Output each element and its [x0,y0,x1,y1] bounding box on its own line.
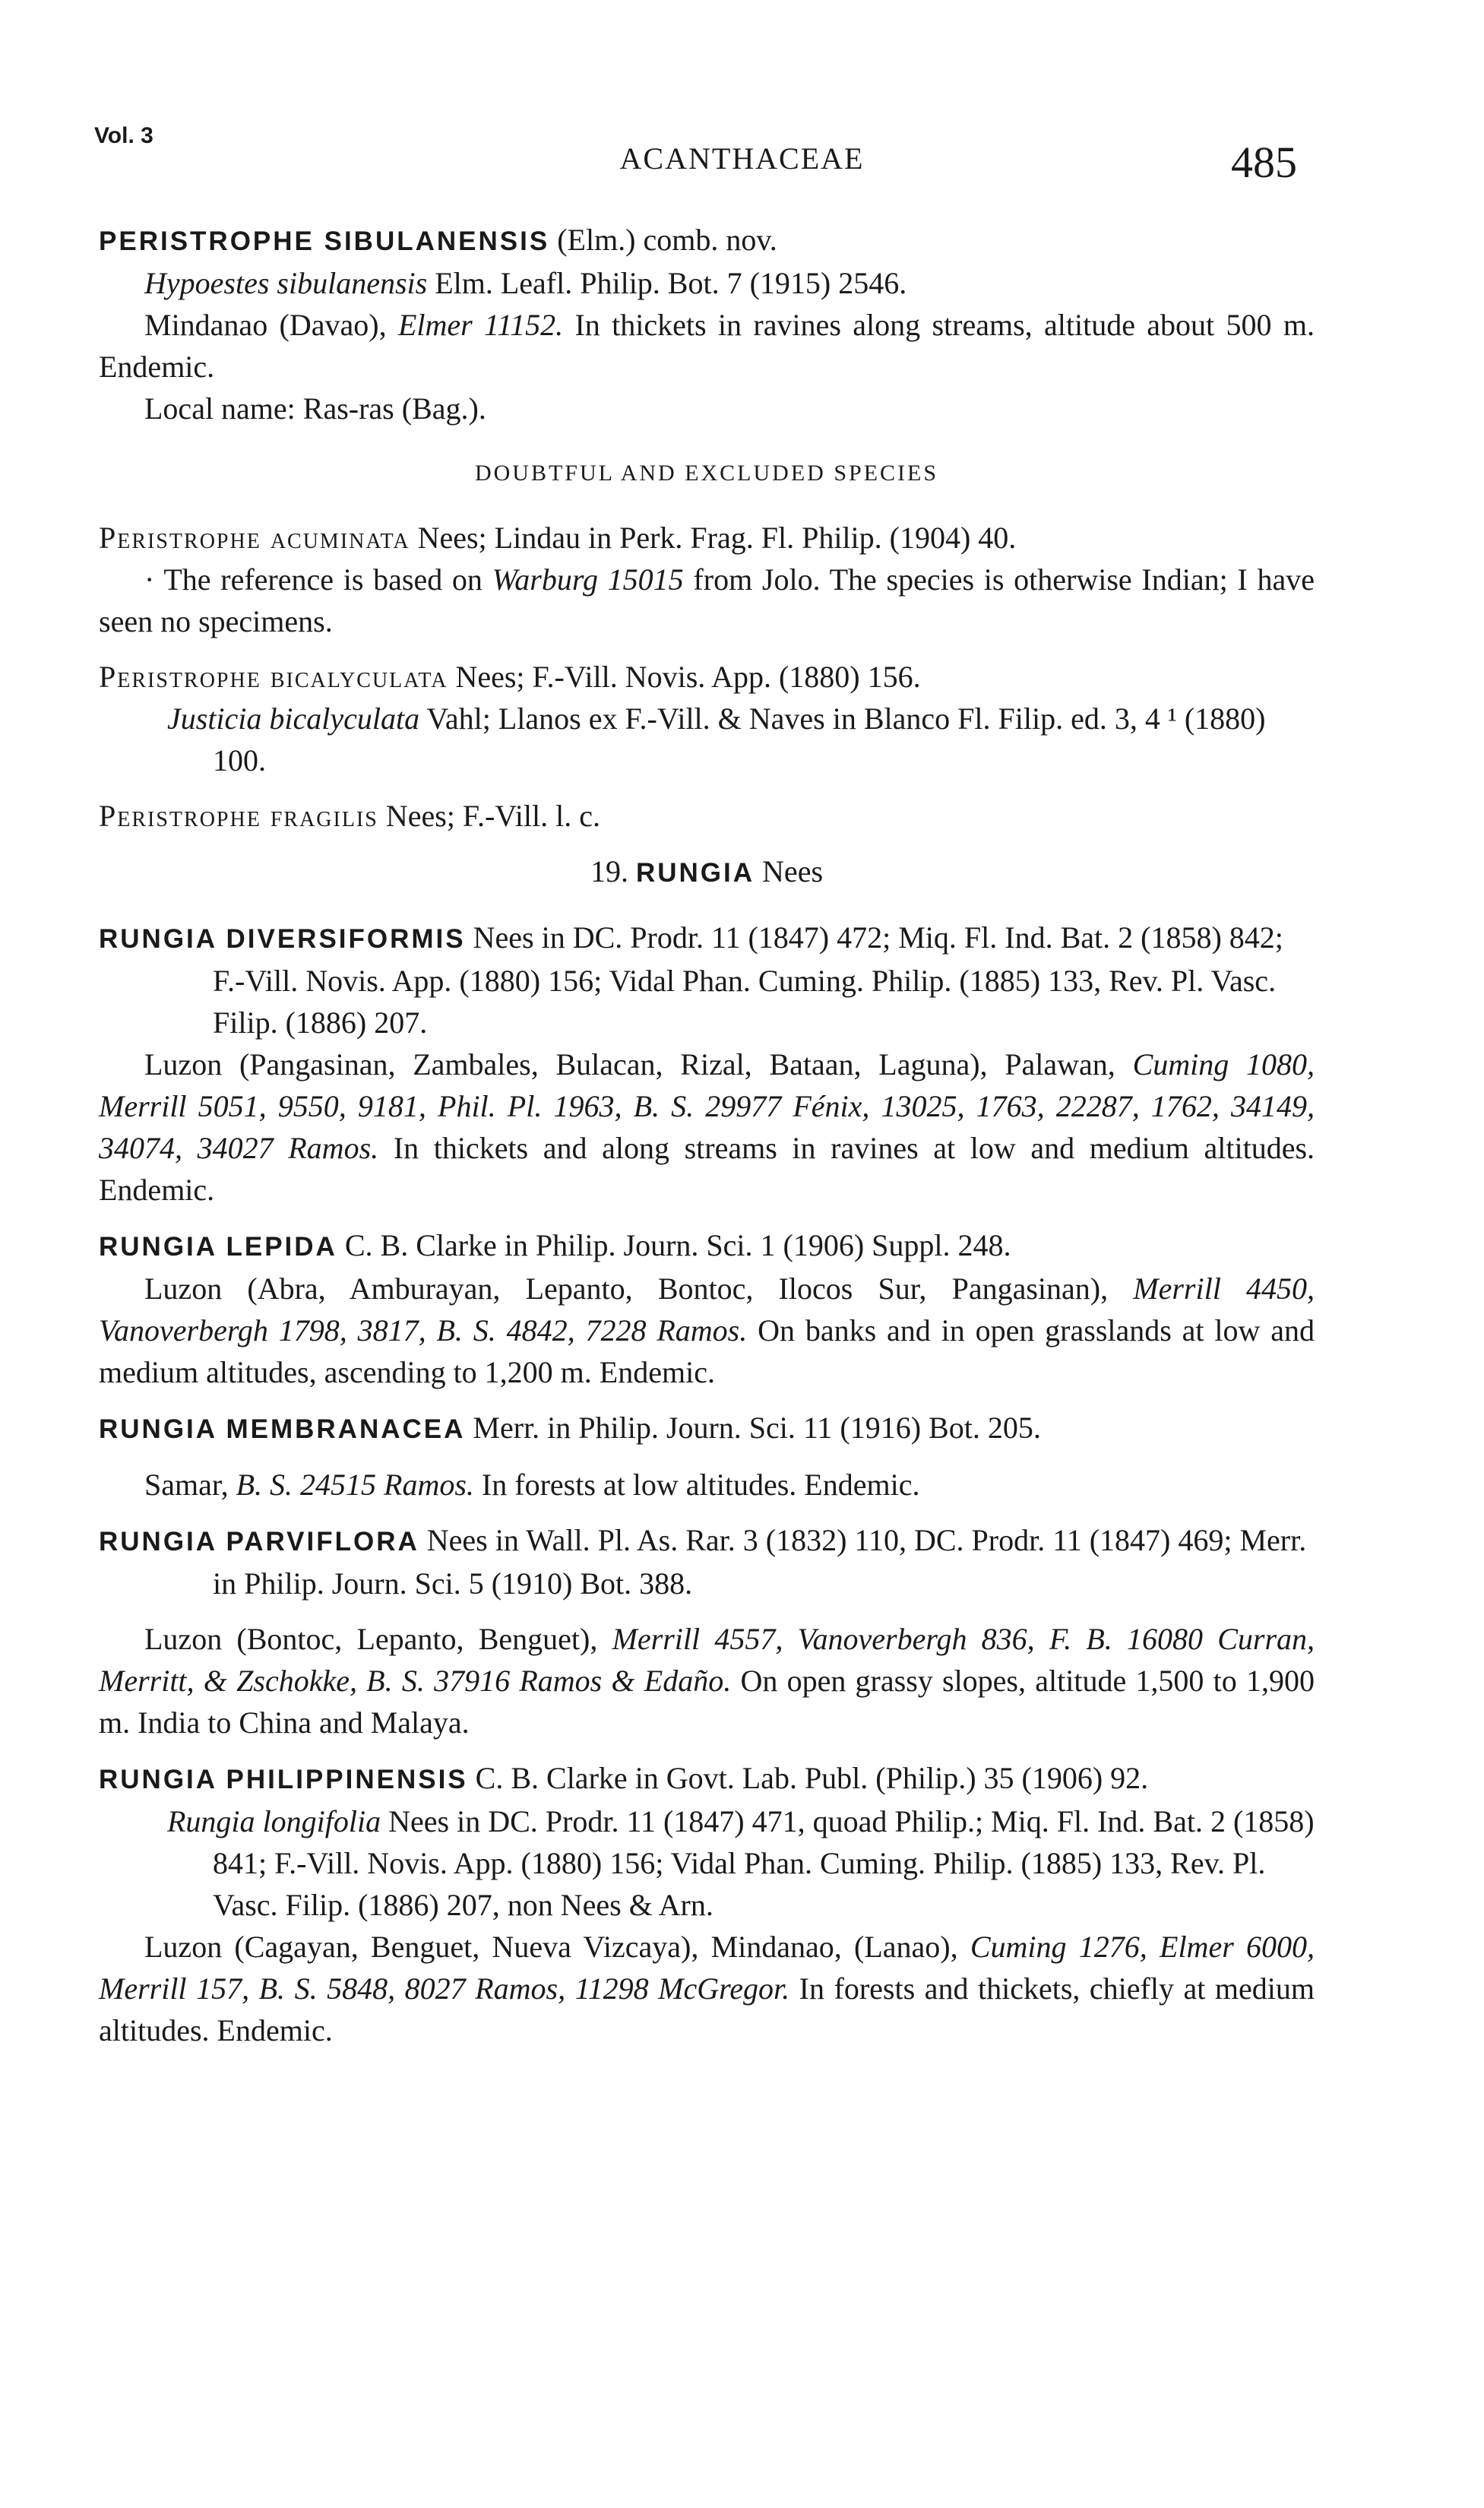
synonym-citation: Nees in DC. Prodr. 11 (1847) 471, quoad Philip.; Miq. Fl. Ind. Bat. 2 (1858) 841; F.-Vill. Novis. App. (1880) 156; Vidal Phan. Cuming. Philip. (1885) 133, Rev. Pl. Vasc. Filip. (1886) 207, non Nees & Arn. [213,1804,1315,1922]
distribution-text: Mindanao (Davao), [144,308,387,342]
habitat-text: In forests and thickets, chiefly at medium altitudes. Endemic. [99,1971,1315,2047]
habitat-text: In thickets and along streams in ravines at low and medium altitudes. Endemic. [99,1131,1315,1207]
taxon-name: Peristrophe bicalyculata [99,660,448,694]
specimen-list: Cuming 1080, Merrill 5051, 9550, 9181, Phil. Pl. 1963, B. S. 29977 Fénix, 13025, 1763, 22287, 1762, 34149, 34074, 34027 Ramos. [99,1047,1315,1165]
taxon-name: RUNGIA LEPIDA [99,1232,337,1262]
distribution-text: Luzon (Cagayan, Benguet, Nueva Vizcaya), Mindanao, (Lanao), [144,1930,958,1964]
habitat-text: In thickets in ravines along streams, altitude about 500 m. Endemic. [99,308,1315,384]
genus-name: RUNGIA [635,858,755,888]
specimen-list: Elmer 11152. [397,308,564,342]
doubtful-species-heading: DOUBTFUL AND EXCLUDED SPECIES [474,461,939,486]
taxon-citation: Nees in Wall. Pl. As. Rar. 3 (1832) 110, DC. Prodr. 11 (1847) 469; Merr. in Philip. Journ. Sci. 5 (1910) Bot. 388. [213,1523,1307,1601]
taxon-name: RUNGIA PHILIPPINENSIS [99,1765,468,1794]
taxon-name: RUNGIA DIVERSIFORMIS [99,924,466,954]
entry-rungia-diversiformis [99,917,1315,1211]
synonym-name: Rungia longifolia [167,1804,381,1838]
taxon-citation: Nees in DC. Prodr. 11 (1847) 472; Miq. Fl. Ind. Bat. 2 (1858) 842; F.-Vill. Novis. App. (1880) 156; Vidal Phan. Cuming. Philip. (1885) 133, Rev. Pl. Vasc. Filip. (1886) 207. [213,920,1283,1040]
taxon-citation: Nees; F.-Vill. Novis. App. (1880) 156. [455,660,921,694]
local-name: Local name: Ras-ras (Bag.). [144,391,486,426]
taxon-name: PERISTROPHE SIBULANENSIS [99,226,550,256]
taxon-name: RUNGIA PARVIFLORA [99,1527,419,1556]
distribution-text: Luzon (Abra, Amburayan, Lepanto, Bontoc, Ilocos Sur, Pangasinan), [144,1271,1109,1306]
entry-rungia-parviflora [99,1519,1315,1743]
taxon-name: Peristrophe fragilis [99,799,378,833]
taxon-citation: C. B. Clarke in Philip. Journ. Sci. 1 (1906) Suppl. 248. [344,1228,1011,1262]
specimen-ref: Warburg 15015 [492,562,684,597]
synonym-citation: Vahl; Llanos ex F.-Vill. & Naves in Blanco Fl. Filip. ed. 3, 4 ¹ (1880) 100. [213,701,1266,777]
habitat-text: In forests at low altitudes. Endemic. [481,1468,920,1502]
taxon-name: RUNGIA MEMBRANACEA [99,1414,466,1444]
distribution-text: Luzon (Bontoc, Lepanto, Benguet), [144,1622,598,1656]
entry-peristrophe-fragilis [99,795,1315,837]
entry-rungia-lepida [99,1224,1315,1393]
taxon-citation: Nees; Lindau in Perk. Frag. Fl. Philip. (1904) 40. [417,521,1017,555]
taxon-name: Peristrophe acuminata [99,521,410,555]
volume-label: Vol. 3 [94,123,153,148]
entry-rungia-philippinensis [99,1757,1315,2051]
page-number: 485 [1231,138,1297,187]
entry-rungia-membranacea [99,1407,1315,1506]
note-text: · The reference is based on [144,562,483,597]
entry-peristrophe-acuminata [99,517,1315,642]
taxon-citation: C. B. Clarke in Govt. Lab. Publ. (Philip.) 35 (1906) 92. [475,1761,1149,1795]
genus-author: Nees [762,854,824,888]
distribution-text: Samar, [144,1468,229,1502]
synonym-citation: Elm. Leafl. Philip. Bot. 7 (1915) 2546. [435,266,907,300]
specimen-list: Merrill 4557, Vanoverbergh 836, F. B. 16080 Curran, Merritt, & Zschokke, B. S. 37916 Ramos & Edaño. [99,1622,1315,1698]
distribution-text: Luzon (Pangasinan, Zambales, Bulacan, Rizal, Bataan, Laguna), Palawan, [144,1047,1115,1081]
genus-heading [99,850,1315,894]
running-title: ACANTHACEAE [619,141,865,176]
synonym-name: Hypoestes sibulanensis [144,266,428,300]
specimen-list: Merrill 4450, Vanoverbergh 1798, 3817, B. S. 4842, 7228 Ramos. [99,1271,1315,1347]
entry-peristrophe-sibulanensis [99,219,1315,429]
specimen-list: B. S. 24515 Ramos. [236,1468,474,1502]
page-body [99,219,1315,2051]
taxon-citation: (Elm.) comb. nov. [557,223,777,257]
entry-peristrophe-bicalyculata [99,656,1315,781]
taxon-citation: Merr. in Philip. Journ. Sci. 11 (1916) Bot. 205. [473,1411,1041,1445]
taxon-citation: Nees; F.-Vill. l. c. [385,799,600,833]
genus-number: 19. [590,854,628,888]
note-text-end: from Jolo. The species is otherwise Indian; I have seen no specimens. [99,562,1315,638]
habitat-text: On banks and in open grasslands at low and medium altitudes, ascending to 1,200 m. Endemic. [99,1313,1315,1389]
habitat-text: On open grassy slopes, altitude 1,500 to 1,900 m. India to China and Malaya. [99,1664,1315,1740]
synonym-name: Justicia bicalyculata [167,701,420,736]
specimen-list: Cuming 1276, Elmer 6000, Merrill 157, B. S. 5848, 8027 Ramos, 11298 McGregor. [99,1930,1315,2006]
